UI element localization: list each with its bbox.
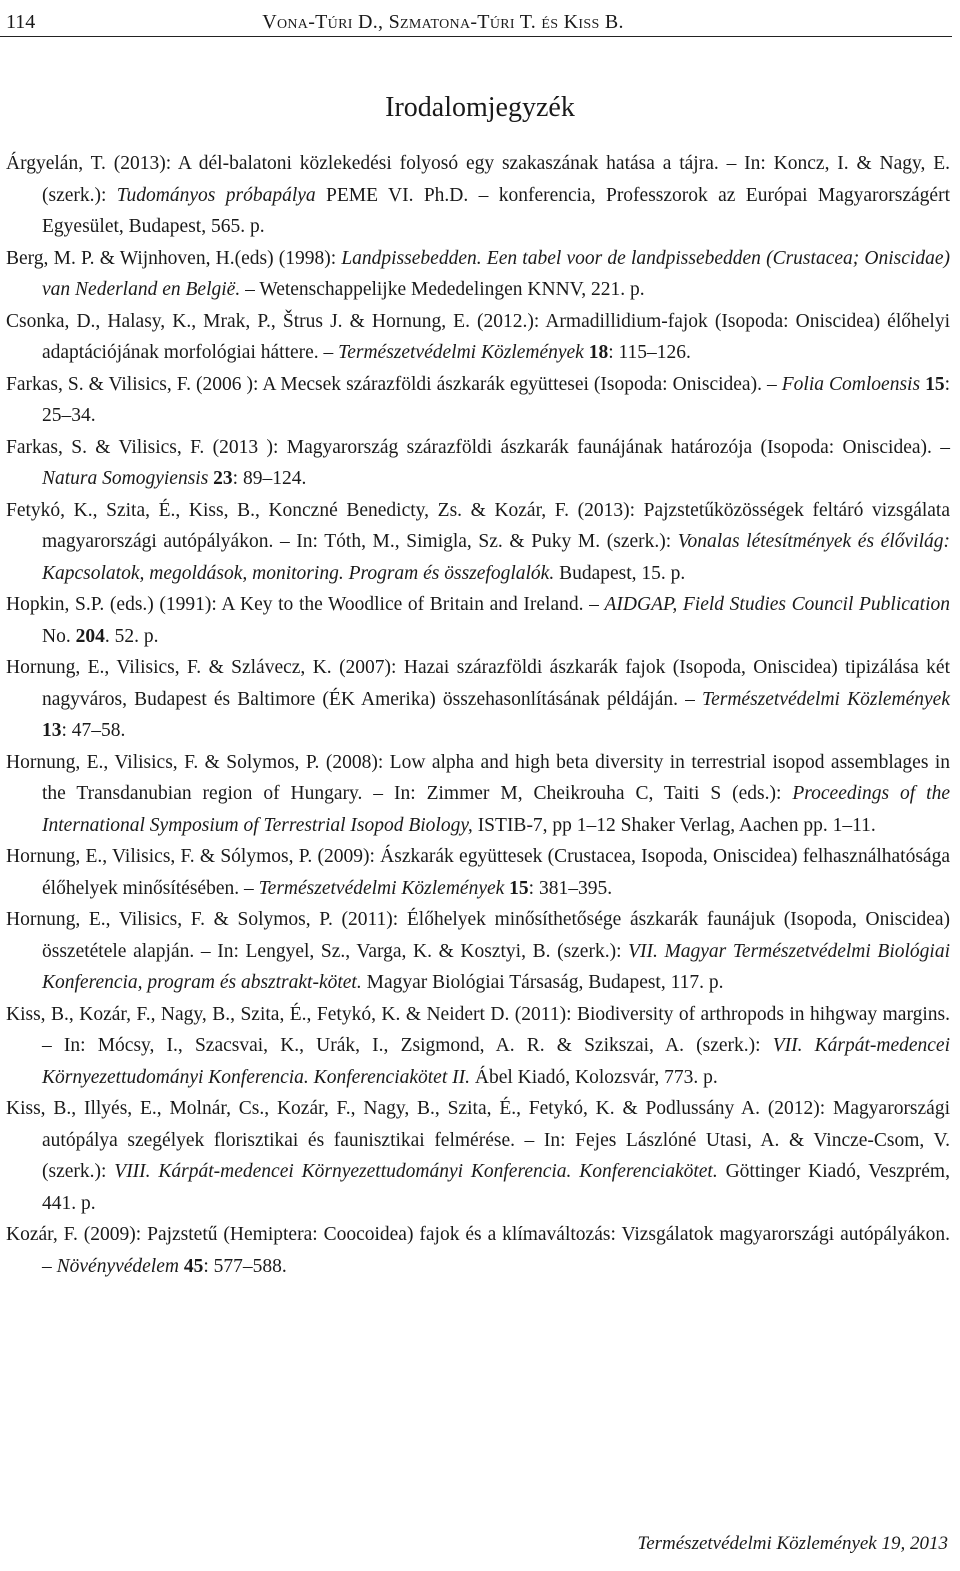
- reference-text: – Wetenschappelijke Mededelingen KNNV, 221. p.: [240, 279, 645, 300]
- reference-title-italic: Folia Comloensis: [781, 373, 921, 395]
- reference-entry: [6, 904, 950, 999]
- reference-entry: [6, 369, 950, 432]
- reference-entry: [6, 1219, 950, 1282]
- reference-list: [6, 148, 950, 1282]
- reference-volume: 15: [925, 373, 945, 395]
- reference-title-italic: Vonalas létesítmények és élővilág: Kapcsolatok, megoldások, monitoring. Program és összefoglalók.: [42, 531, 950, 584]
- reference-entry: [6, 306, 950, 369]
- reference-text: : 115–126.: [608, 342, 691, 363]
- reference-title-italic: Növényvédelem: [56, 1255, 179, 1277]
- running-footer: Természetvédelmi Közlemények 19, 2013: [637, 1533, 948, 1554]
- page-number: 114: [6, 11, 36, 33]
- reference-text: ISTIB-7, pp 1–12 Shaker Verlag, Aachen pp. 1–11.: [472, 814, 876, 836]
- reference-title-italic: Tudományos próbapálya: [116, 184, 316, 206]
- reference-entry: [6, 148, 950, 243]
- reference-title-italic: VII. Kárpát-medencei Környezettudományi Konferencia. Konferenciakötet II.: [42, 1035, 950, 1088]
- reference-text: Magyar Biológiai Társaság, Budapest, 117. p.: [361, 972, 724, 993]
- reference-title-italic: Natura Somogyiensis: [42, 468, 209, 489]
- reference-entry: [6, 589, 950, 652]
- reference-entry: [6, 432, 950, 495]
- reference-text: Budapest, 15. p.: [554, 562, 686, 584]
- reference-volume: 45: [183, 1255, 204, 1277]
- reference-text: Hornung, E., Vilisics, F. & Solymos, P. (2011): Élőhelyek minősíthetősége ászkarák faunájuk (Isopoda, Oniscidea) összetétele alapján. – In: Lengyel, Sz., Varga, K. & Kosztyi, B. (szerk.):: [6, 909, 950, 962]
- reference-entry: [6, 652, 950, 747]
- reference-text: Kozár, F. (2009): Pajzstetű (Hemiptera: Coocoidea) fajok és a klímaváltozás: Vizsgálatok magyarországi autópályákon. –: [6, 1224, 950, 1277]
- reference-text: Fetykó, K., Szita, É., Kiss, B., Konczné Benedicty, Zs. & Kozár, F. (2013): Pajzstetűközösségek feltáró vizsgálata magyarországi autópályákon. – In: Tóth, M., Simigla, Sz. & Puky M. (szerk.):: [6, 499, 950, 552]
- reference-title-italic: Proceedings of the International Symposium of Terrestrial Isopod Biology,: [42, 783, 950, 836]
- reference-entry: [6, 1093, 950, 1219]
- reference-text: : 25–34.: [42, 373, 950, 426]
- reference-text: Farkas, S. & Vilisics, F. (2006 ): A Mecsek szárazföldi ászkarák együttesei (Isopoda: Oniscidea). –: [6, 373, 782, 395]
- reference-text: : 47–58.: [61, 720, 126, 741]
- reference-text: : 577–588.: [203, 1255, 287, 1277]
- reference-entry: [6, 495, 950, 590]
- reference-text: Hornung, E., Vilisics, F. & Sólymos, P. (2009): Ászkarák együttesek (Crustacea, Isopoda, Oniscidea) felhasználhatósága élőhelyek minősítésében. –: [6, 846, 950, 899]
- reference-text: Hornung, E., Vilisics, F. & Szlávecz, K. (2007): Hazai szárazföldi ászkarák fajok (Isopoda, Oniscidea) tipizálása két nagyváros, Budapest és Baltimore (ÉK Amerika) összehasonlításának példáján. –: [6, 657, 950, 710]
- reference-volume: 23: [213, 468, 233, 489]
- reference-text: Kiss, B., Illyés, E., Molnár, Cs., Kozár, F., Nagy, B., Szita, É., Fetykó, K. & Podlussány A. (2012): Magyarországi autópálya szegélyek florisztikai és faunisztikai felmérése. – In: Fejes Lászlóné Utasi, A. & Vincze-Csom, V. (szerk.):: [6, 1098, 950, 1182]
- reference-text: Hopkin, S.P. (eds.) (1991): A Key to the Woodlice of Britain and Ireland. –: [6, 594, 605, 615]
- reference-text: Csonka, D., Halasy, K., Mrak, P., Štrus J. & Hornung, E. (2012.): Armadillidium-fajok (Isopoda: Oniscidea) élőhelyi adaptációjának morfológiai háttere. –: [6, 310, 950, 363]
- reference-volume: 18: [588, 342, 609, 363]
- reference-title-italic: AIDGAP, Field Studies Council Publication: [604, 594, 951, 615]
- reference-entry: [6, 841, 950, 904]
- reference-volume: 204: [75, 625, 105, 647]
- header-rule: [0, 36, 952, 37]
- reference-text: Göttinger Kiadó, Veszprém, 441. p.: [42, 1161, 950, 1214]
- header-authors: Vona-Túri D., Szmatona-Túri T. és Kiss B.: [262, 11, 624, 33]
- reference-text: No.: [42, 625, 76, 647]
- reference-entry: [6, 999, 950, 1094]
- reference-text: Farkas, S. & Vilisics, F. (2013 ): Magyarország szárazföldi ászkarák faunájának határozója (Isopoda: Oniscidea). –: [6, 436, 950, 458]
- reference-entry: [6, 747, 950, 842]
- reference-text: Ábel Kiadó, Kolozsvár, 773. p.: [470, 1066, 718, 1088]
- reference-text: : 89–124.: [232, 468, 307, 489]
- reference-text: Árgyelán, T. (2013): A dél-balatoni közlekedési folyosó egy szakaszának hatása a tájra. – In: Koncz, I. & Nagy, E. (szerk.):: [6, 153, 950, 206]
- reference-entry: [6, 243, 950, 306]
- reference-title-italic: VII. Magyar Természetvédelmi Biológiai Konferencia, program és absztrakt-kötet.: [42, 940, 950, 993]
- reference-volume: 13: [42, 720, 62, 741]
- reference-title-italic: Természetvédelmi Közlemények: [338, 342, 584, 363]
- running-header: [6, 4, 950, 34]
- reference-title-italic: Landpissebedden. Een tabel voor de landpissebedden (Crustacea; Oniscidae) van Nederland en België.: [42, 247, 950, 300]
- reference-title-italic: VIII. Kárpát-medencei Környezettudományi Konferencia. Konferenciakötet.: [114, 1161, 718, 1182]
- reference-text: PEME VI. Ph.D. – konferencia, Professzorok az Európai Magyarországért Egyesület, Budapest, 565. p.: [42, 184, 950, 237]
- reference-volume: 15: [509, 877, 529, 899]
- section-title: Irodalomjegyzék: [385, 92, 575, 123]
- reference-text: Berg, M. P. & Wijnhoven, H.(eds) (1998):: [6, 247, 342, 269]
- reference-title-italic: Természetvédelmi Közlemények: [258, 877, 505, 899]
- reference-text: . 52. p.: [104, 625, 159, 647]
- reference-text: : 381–395.: [528, 877, 613, 899]
- reference-title-italic: Természetvédelmi Közlemények: [702, 688, 950, 710]
- reference-text: Hornung, E., Vilisics, F. & Solymos, P. (2008): Low alpha and high beta diversity in terrestrial isopod assemblages in the Transdanubian region of Hungary. – In: Zimmer M, Cheikrouha C, Taiti S (eds.):: [6, 751, 950, 804]
- reference-text: Kiss, B., Kozár, F., Nagy, B., Szita, É., Fetykó, K. & Neidert D. (2011): Biodiversity of arthropods in hihgway margins. – In: Mócsy, I., Szacsvai, K., Urák, I., Zsigmond, A. R. & Szikszai, A. (szerk.):: [6, 1003, 950, 1056]
